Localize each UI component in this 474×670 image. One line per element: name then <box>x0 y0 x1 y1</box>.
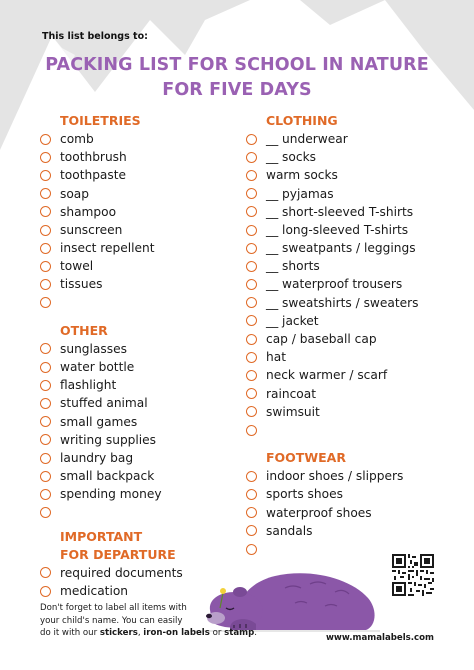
checkbox-circle-icon[interactable] <box>40 152 51 163</box>
clothing-item[interactable] <box>246 276 466 294</box>
checkbox-circle-icon[interactable] <box>40 471 51 482</box>
checkbox-circle-icon[interactable] <box>40 279 51 290</box>
other-item[interactable] <box>40 431 240 449</box>
other-item[interactable] <box>40 376 240 394</box>
other-item[interactable] <box>40 467 240 485</box>
toiletries-item[interactable] <box>40 257 240 275</box>
left-column <box>40 112 240 600</box>
checkbox-circle-icon[interactable] <box>246 297 257 308</box>
clothing-item[interactable] <box>246 166 466 184</box>
checkbox-circle-icon[interactable] <box>40 297 51 308</box>
checkbox-circle-icon[interactable] <box>40 343 51 354</box>
clothing-item-label: swimsuit <box>266 404 320 419</box>
footwear-item[interactable] <box>246 467 466 485</box>
footer-line3: do it with our stickers, iron-on labels or stamp. <box>40 628 257 638</box>
iron-on-labels-link[interactable]: iron-on labels <box>143 628 210 638</box>
footwear-item-label: waterproof shoes <box>266 505 372 520</box>
clothing-item-label: hat <box>266 350 286 365</box>
other-item-label: flashlight <box>60 378 117 393</box>
other-item-label: spending money <box>60 487 162 502</box>
clothing-item[interactable] <box>246 294 466 312</box>
checkbox-circle-icon[interactable] <box>246 471 257 482</box>
toiletries-item-label: comb <box>60 131 94 146</box>
checkbox-circle-icon[interactable] <box>40 416 51 427</box>
other-item[interactable] <box>40 449 240 467</box>
qr-code[interactable] <box>392 554 434 596</box>
website-link[interactable]: www.mamalabels.com <box>325 633 434 643</box>
checkbox-circle-icon[interactable] <box>246 261 257 272</box>
clothing-item[interactable] <box>246 130 466 148</box>
checkbox-circle-icon[interactable] <box>40 188 51 199</box>
clothing-item[interactable] <box>246 348 466 366</box>
clothing-item-label: __ sweatshirts / sweaters <box>266 295 419 310</box>
checkbox-circle-icon[interactable] <box>246 152 257 163</box>
footwear-list <box>246 467 466 558</box>
checkbox-circle-icon[interactable] <box>246 315 257 326</box>
other-item-label: small backpack <box>60 469 155 484</box>
clothing-item[interactable] <box>246 366 466 384</box>
page-title-line2: FOR FIVE DAYS <box>162 80 312 100</box>
section-heading-other: OTHER <box>60 322 108 338</box>
clothing-item[interactable] <box>246 221 466 239</box>
toiletries-item[interactable] <box>40 294 240 312</box>
stamp-link[interactable]: stamp <box>224 628 255 638</box>
checkbox-circle-icon[interactable] <box>246 134 257 145</box>
toiletries-item[interactable] <box>40 185 240 203</box>
toiletries-item[interactable] <box>40 276 240 294</box>
section-heading-toiletries: TOILETRIES <box>60 113 141 128</box>
section-heading-clothing: CLOTHING <box>266 113 338 128</box>
checkbox-circle-icon[interactable] <box>40 453 51 464</box>
checkbox-circle-icon[interactable] <box>246 170 257 181</box>
footwear-item-label: sandals <box>266 523 313 538</box>
checkbox-circle-icon[interactable] <box>40 586 51 597</box>
clothing-item[interactable] <box>246 312 466 330</box>
other-item-label: water bottle <box>60 360 135 375</box>
toiletries-item-label: sunscreen <box>60 222 123 237</box>
footer-note <box>40 602 285 640</box>
checkbox-circle-icon[interactable] <box>246 334 257 345</box>
clothing-item-label: __ shorts <box>266 259 320 274</box>
checkbox-circle-icon[interactable] <box>246 188 257 199</box>
checkbox-circle-icon[interactable] <box>40 261 51 272</box>
clothing-item-label: warm socks <box>266 168 338 183</box>
checkbox-circle-icon[interactable] <box>40 434 51 445</box>
checkbox-circle-icon[interactable] <box>246 489 257 500</box>
checkbox-circle-icon[interactable] <box>40 362 51 373</box>
checkbox-circle-icon[interactable] <box>40 243 51 254</box>
clothing-item[interactable] <box>246 421 466 439</box>
checkbox-circle-icon[interactable] <box>246 507 257 518</box>
other-item[interactable] <box>40 358 240 376</box>
checkbox-circle-icon[interactable] <box>40 567 51 578</box>
clothing-item[interactable] <box>246 403 466 421</box>
checkbox-circle-icon[interactable] <box>246 279 257 290</box>
other-item[interactable] <box>40 394 240 412</box>
checkbox-circle-icon[interactable] <box>40 134 51 145</box>
footer-line1: Don't forget to label all items with <box>40 603 187 613</box>
toiletries-item[interactable] <box>40 130 240 148</box>
toiletries-item-label: toothbrush <box>60 150 127 165</box>
checkbox-circle-icon[interactable] <box>246 406 257 417</box>
clothing-item[interactable] <box>246 239 466 257</box>
toiletries-list <box>40 130 240 312</box>
important-item-label: medication <box>60 583 129 598</box>
section-heading-important: IMPORTANT <box>60 528 143 544</box>
other-item[interactable] <box>40 340 240 358</box>
footwear-item[interactable] <box>246 522 466 540</box>
checkbox-circle-icon[interactable] <box>40 206 51 217</box>
other-item[interactable] <box>40 485 240 503</box>
other-item-label: sunglasses <box>60 341 127 356</box>
other-item-label: small games <box>60 414 138 429</box>
toiletries-item-label: towel <box>60 259 94 274</box>
clothing-item-label: raincoat <box>266 386 316 401</box>
stickers-link[interactable]: stickers <box>99 628 138 638</box>
clothing-item-label: cap / baseball cap <box>266 332 377 347</box>
clothing-item-label: __ waterproof trousers <box>266 277 403 292</box>
clothing-item[interactable] <box>246 203 466 221</box>
checkbox-circle-icon[interactable] <box>246 352 257 363</box>
toiletries-item[interactable] <box>40 239 240 257</box>
toiletries-item-label: tissues <box>60 277 103 292</box>
clothing-item[interactable] <box>246 185 466 203</box>
toiletries-item[interactable] <box>40 203 240 221</box>
toiletries-item[interactable] <box>40 166 240 184</box>
page-title-line1: PACKING LIST FOR SCHOOL IN NATURE <box>45 55 429 75</box>
footwear-item[interactable] <box>246 504 466 522</box>
checkbox-circle-icon[interactable] <box>40 398 51 409</box>
other-list <box>40 340 240 522</box>
section-heading-footwear: FOOTWEAR <box>266 450 346 466</box>
clothing-item-label: neck warmer / scarf <box>266 368 388 383</box>
clothing-item-label: __ pyjamas <box>266 186 334 201</box>
clothing-item[interactable] <box>246 148 466 166</box>
checkbox-circle-icon[interactable] <box>40 170 51 181</box>
clothing-list <box>246 130 466 439</box>
other-item-label: laundry bag <box>60 450 134 465</box>
section-heading-for-departure: FOR DEPARTURE <box>60 546 176 562</box>
toiletries-item-label: toothpaste <box>60 168 127 183</box>
other-item[interactable] <box>40 413 240 431</box>
checkbox-circle-icon[interactable] <box>246 388 257 399</box>
checkbox-circle-icon[interactable] <box>246 425 257 436</box>
other-item-label: writing supplies <box>60 432 157 447</box>
checkbox-circle-icon[interactable] <box>40 380 51 391</box>
clothing-item-label: __ long-sleeved T-shirts <box>266 222 409 237</box>
belongs-to-label: This list belongs to: <box>42 31 148 42</box>
clothing-item-label: __ jacket <box>266 313 319 328</box>
toiletries-item-label: shampoo <box>60 204 117 219</box>
clothing-item-label: __ socks <box>266 150 316 165</box>
checkbox-circle-icon[interactable] <box>40 507 51 518</box>
clothing-item[interactable] <box>246 330 466 348</box>
checkbox-circle-icon[interactable] <box>246 206 257 217</box>
toiletries-item-label: insect repellent <box>60 241 155 256</box>
clothing-item[interactable] <box>246 385 466 403</box>
checkbox-circle-icon[interactable] <box>246 525 257 536</box>
checkbox-circle-icon[interactable] <box>40 225 51 236</box>
other-item-label: stuffed animal <box>60 396 148 411</box>
checkbox-circle-icon[interactable] <box>246 225 257 236</box>
footwear-item[interactable] <box>246 485 466 503</box>
clothing-item[interactable] <box>246 257 466 275</box>
clothing-item-label: __ sweatpants / leggings <box>266 241 416 256</box>
toiletries-item[interactable] <box>40 148 240 166</box>
footer-line2: your child's name. You can easily <box>40 615 183 626</box>
right-column <box>246 112 466 558</box>
important-item-label: required documents <box>60 565 183 580</box>
clothing-item-label: __ underwear <box>266 131 348 146</box>
checkbox-circle-icon[interactable] <box>40 489 51 500</box>
toiletries-item[interactable] <box>40 221 240 239</box>
other-item[interactable] <box>40 504 240 522</box>
clothing-item-label: __ short-sleeved T-shirts <box>266 204 414 219</box>
checkbox-circle-icon[interactable] <box>246 243 257 254</box>
checkbox-circle-icon[interactable] <box>246 370 257 381</box>
footwear-item-label: indoor shoes / slippers <box>266 469 404 484</box>
footwear-item-label: sports shoes <box>266 487 343 502</box>
toiletries-item-label: soap <box>60 186 90 201</box>
